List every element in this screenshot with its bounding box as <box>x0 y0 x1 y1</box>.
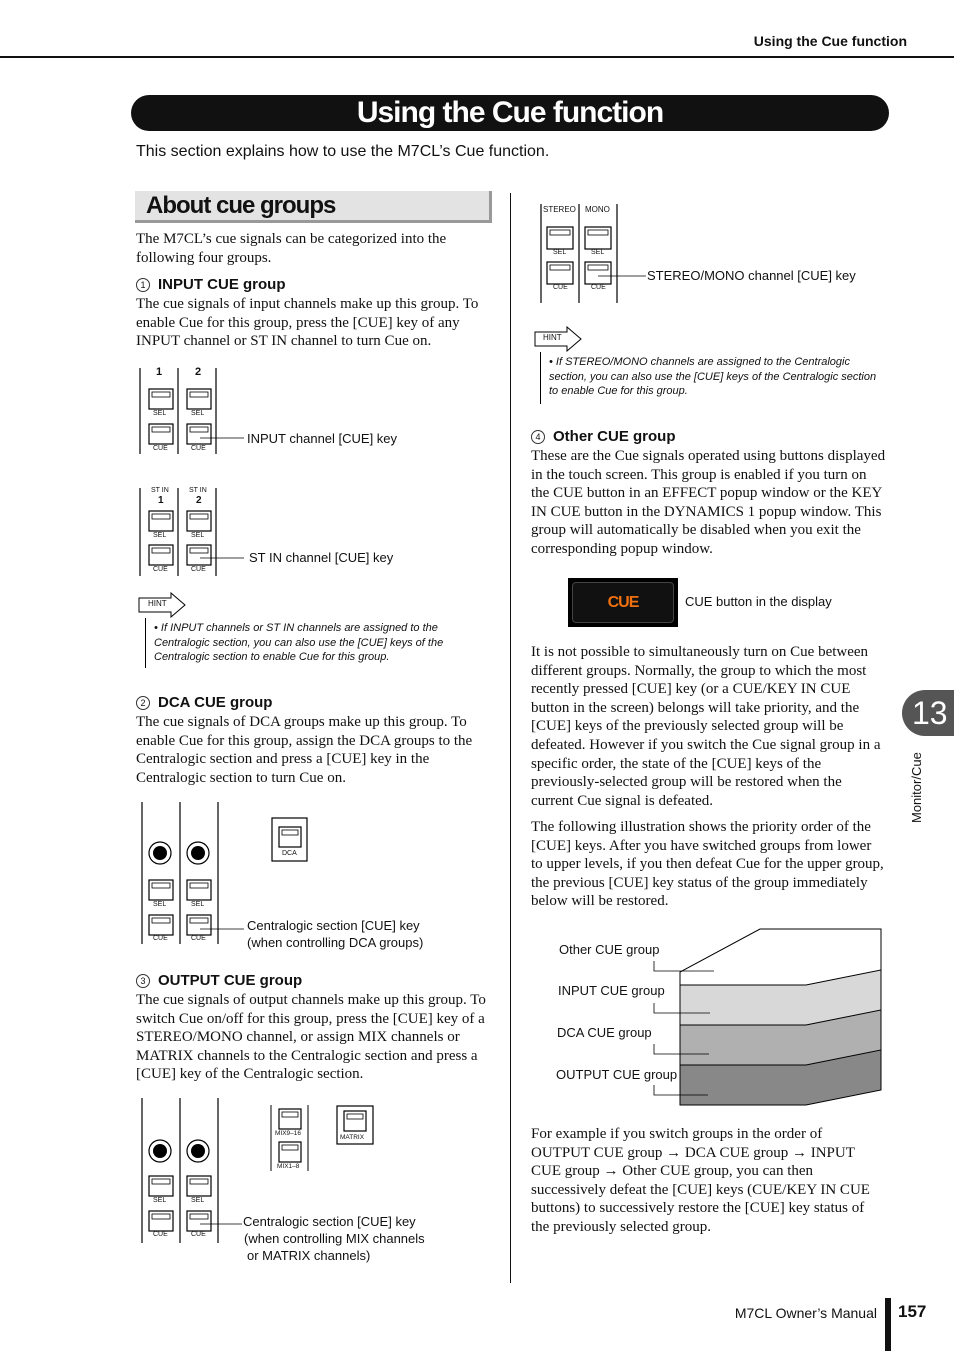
section-lead: The M7CL’s cue signals can be categorized into the following four groups. <box>136 231 447 266</box>
chapter-label: Monitor/Cue <box>909 752 924 823</box>
hint-badge <box>534 326 584 352</box>
running-title: Using the Cue function <box>753 33 907 49</box>
cue-label: CUE <box>153 445 168 452</box>
dca-group-text: The cue signals of DCA groups make up this group. To enable Cue for this group, assign the DCA groups to the Centralogic section and press a [CUE] key in the Centralogic section to turn Cue on. <box>136 714 473 786</box>
column-divider <box>510 193 511 1283</box>
sel-label: SEL <box>553 249 567 256</box>
hint-text: • If STEREO/MONO channels are assigned to the Centralogic section, you can also use the [CUE] keys of the Centralogic section to enable Cue for this group. <box>549 356 877 397</box>
other-group-title: Other CUE group <box>553 428 676 445</box>
cue-button-label: CUE <box>607 594 639 611</box>
sel-label: SEL <box>153 1197 167 1204</box>
cue-label: CUE <box>153 1231 168 1238</box>
layer-label: DCA CUE group <box>557 1025 652 1040</box>
dca-caption-line: Centralogic section [CUE] key <box>247 918 420 933</box>
hint-rule <box>145 618 146 668</box>
example-paragraph: For example if you switch groups in the order of OUTPUT CUE group → DCA CUE group → INPUT CUE group → Other CUE group, you can then successively defeat the [CUE] keys (CUE/KEY IN CUE buttons) to successively restore the [CUE] key status of the previously selected group. <box>531 1126 870 1235</box>
stereo-mono-figure <box>540 203 650 305</box>
hint-badge <box>138 592 188 618</box>
section-heading: About cue groups <box>146 192 336 219</box>
matrix-label: MATRIX <box>340 1134 365 1141</box>
sel-label: SEL <box>191 532 205 539</box>
stereo-label: STEREO <box>543 205 576 214</box>
illustration-paragraph: The following illustration shows the priority order of the [CUE] keys. After you have switched groups from lower to upper levels, if you then defeat Cue for the upper group, the previous [CUE] key status of the group immediately below will be restored. <box>531 819 884 910</box>
channel-number: 1 <box>156 366 163 378</box>
output-group-heading <box>136 972 302 989</box>
header-rule <box>0 56 954 58</box>
output-caption-line: Centralogic section [CUE] key <box>243 1214 416 1229</box>
page-number: 157 <box>898 1302 927 1321</box>
other-group-text: These are the Cue signals operated using buttons displayed in the touch screen. This group is enabled if you turn on the CUE button in an EFFECT popup window or the KEY IN CUE button in the DYNAMICS 1 popup window. This group will automatically be disabled when you exit the corresponding popup window. <box>531 448 886 557</box>
stin-cue-caption: ST IN channel [CUE] key <box>249 550 394 565</box>
output-caption <box>243 1213 425 1264</box>
input-channel-figure <box>138 364 248 456</box>
mix18-label: MIX1–8 <box>277 1163 300 1170</box>
cue-button-frame <box>572 582 674 623</box>
sel-label: SEL <box>191 410 205 417</box>
footer-manual: M7CL Owner’s Manual <box>734 1305 877 1321</box>
sel-label: SEL <box>153 901 167 908</box>
chapter-number: 13 <box>912 695 948 731</box>
output-caption-line: or MATRIX channels) <box>247 1248 371 1263</box>
sel-label: SEL <box>191 1197 205 1204</box>
priority-layer-diagram <box>550 925 886 1110</box>
input-group-heading <box>136 276 286 293</box>
output-group-title: OUTPUT CUE group <box>158 972 303 989</box>
step-number: 3 <box>136 974 150 988</box>
layer-label: OUTPUT CUE group <box>556 1067 678 1082</box>
stereo-mono-caption: STEREO/MONO channel [CUE] key <box>647 268 856 283</box>
cue-label: CUE <box>191 935 206 942</box>
intro-text: This section explains how to use the M7CL’s Cue function. <box>136 143 550 160</box>
chapter-label-box <box>903 745 931 825</box>
priority-paragraph: It is not possible to simultaneously turn on Cue between different groups. Normally, the group to which the most recently pressed [CUE] key (or a CUE/KEY IN CUE button in the screen) belongs will take priority, and the [CUE] keys of the previously selected group will be defeated. However if you switch the Cue signal group in a specific order, the state of the [CUE] keys of the previously-selected group will be restored when the current Cue signal is defeated. <box>531 644 881 809</box>
stin-channel-figure <box>138 486 248 578</box>
mono-label: MONO <box>585 205 610 214</box>
hint-label: HINT <box>148 599 167 608</box>
cue-display-button[interactable] <box>568 578 678 627</box>
hint-label: HINT <box>543 333 562 342</box>
dca-caption <box>247 917 423 951</box>
section-heading-box <box>135 191 492 223</box>
hint-text: • If INPUT channels or ST IN channels are assigned to the Centralogic section, you can also use the [CUE] keys of the Centralogic section to enable Cue for this group. <box>154 622 444 663</box>
cue-label: CUE <box>591 284 606 291</box>
dca-key-label: DCA <box>282 850 297 857</box>
channel-number: 2 <box>196 495 202 506</box>
input-group-title: INPUT CUE group <box>158 276 286 293</box>
step-number: 1 <box>136 278 150 292</box>
sel-label: SEL <box>153 410 167 417</box>
sel-label: SEL <box>591 249 605 256</box>
cue-label: CUE <box>153 566 168 573</box>
hint-rule <box>540 352 541 404</box>
output-caption-line: (when controlling MIX channels <box>244 1231 425 1246</box>
dca-caption-line: (when controlling DCA groups) <box>247 935 424 950</box>
sel-label: SEL <box>153 532 167 539</box>
cue-label: CUE <box>191 445 206 452</box>
dca-group-heading <box>136 694 272 711</box>
cue-label: CUE <box>153 935 168 942</box>
cue-label: CUE <box>191 566 206 573</box>
other-group-heading <box>531 428 676 445</box>
channel-number: 2 <box>195 366 202 378</box>
stin-label: ST IN <box>151 487 169 494</box>
footer-bar <box>885 1298 891 1351</box>
step-number: 4 <box>531 430 545 444</box>
input-cue-caption: INPUT channel [CUE] key <box>247 431 398 446</box>
input-group-text: The cue signals of input channels make up this group. To enable Cue for this group, press the [CUE] key of any INPUT channel or ST IN channel to turn Cue on. <box>136 296 479 350</box>
cue-label: CUE <box>553 284 568 291</box>
cue-label: CUE <box>191 1231 206 1238</box>
layer-label: Other CUE group <box>559 942 660 957</box>
layer-label: INPUT CUE group <box>558 983 665 998</box>
cue-display-caption: CUE button in the display <box>685 594 832 609</box>
dca-group-title: DCA CUE group <box>158 694 273 711</box>
sel-label: SEL <box>191 901 205 908</box>
mix916-label: MIX9–16 <box>275 1130 302 1137</box>
stin-label: ST IN <box>189 487 207 494</box>
title-banner <box>131 95 889 131</box>
step-number: 2 <box>136 696 150 710</box>
page-title: Using the Cue function <box>356 96 664 129</box>
channel-number: 1 <box>158 495 164 506</box>
chapter-tab <box>902 690 954 736</box>
output-group-text: The cue signals of output channels make up this group. To switch Cue on/off for this group, press the [CUE] key of a STEREO/MONO channel, or assign MIX channels or MATRIX channels to the Centralogic section and press a [CUE] key of the Centralogic section. <box>136 992 486 1083</box>
